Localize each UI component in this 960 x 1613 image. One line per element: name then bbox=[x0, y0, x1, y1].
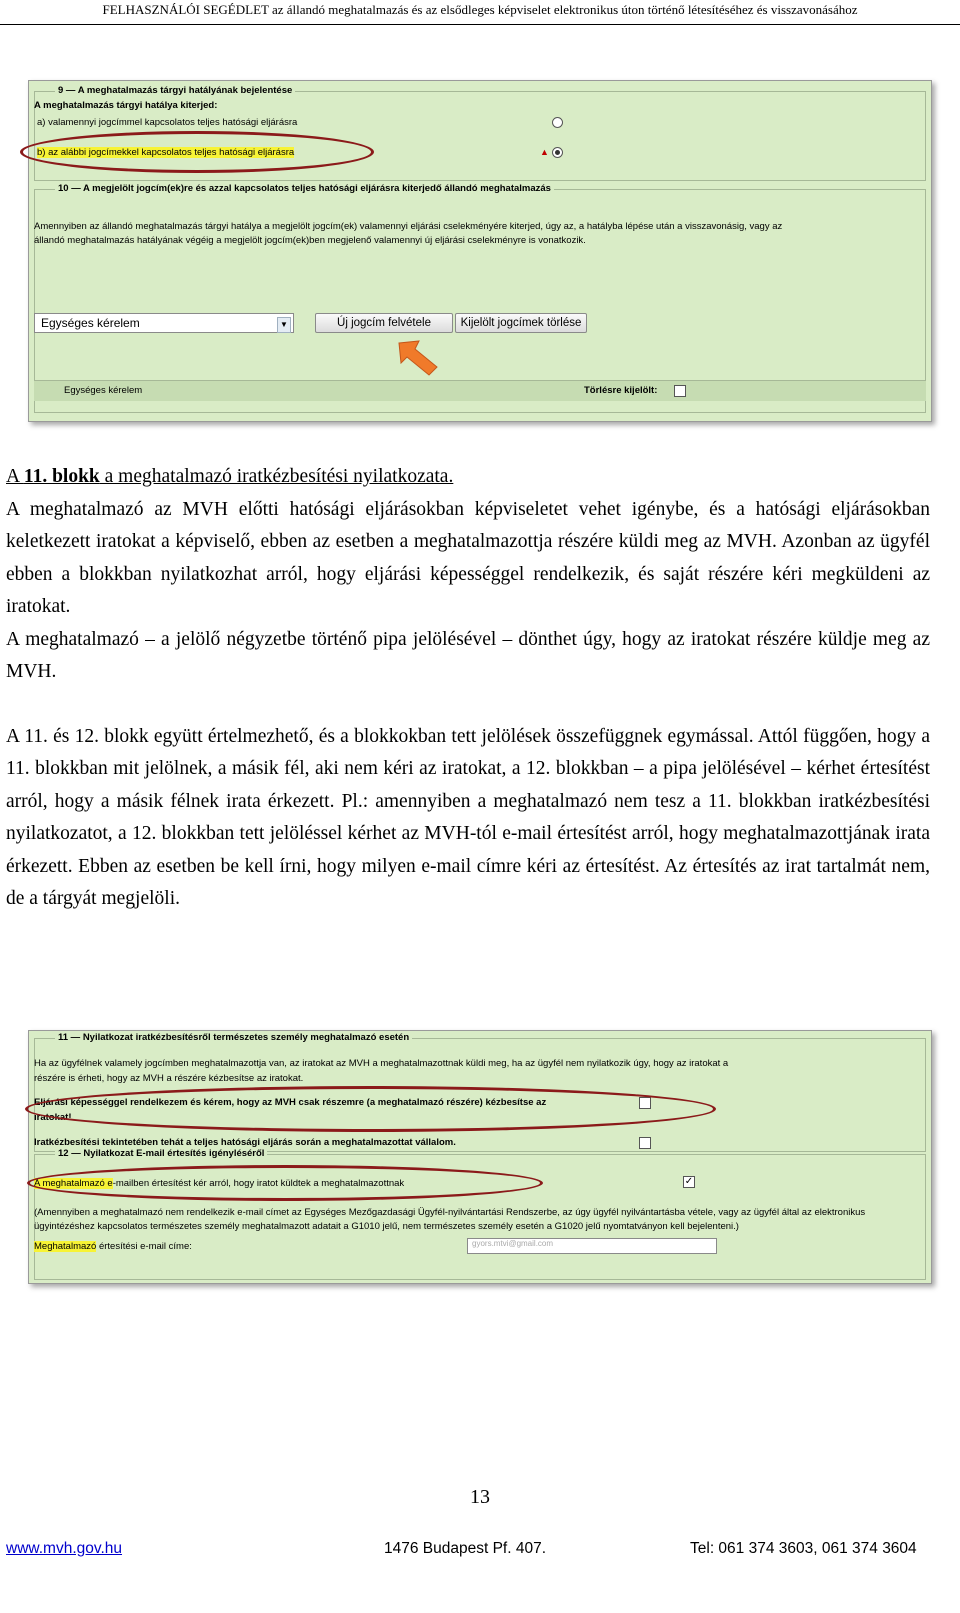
paragraph-1: A meghatalmazó az MVH előtti hatósági eljárásokban képviseletet vehet igénybe, és a hatósági eljárásokban keletkezett iratokat a képviselő, ebben az esetben a meghatalmazottja részére küldi meg az MVH. Azonban az ügyfél ebben a blokkban nyilatkozhat arról, hogy eljárási képességgel rendelkezik, és saját részére kéri megküldeni az iratokat. bbox=[6, 498, 930, 617]
paragraph-3: A 11. és 12. blokk együtt értelmezhető, és a blokkokban tett jelölések összefüggnek egymással. Attól függően, hogy a 11. blokkban mit jelölnek, a másik fél, aki nem kéri az iratokat, a 12. blokkban – a pipa jelölésével – kérhet értesítést arról, hogy a másik félnek irata érkezett. Pl.: amennyiben a meghatalmazó nem tesz a 11. blokkban iratkézbesítési nyilatkozatot, a 12. blokkban tett jelöléssel kérhet az MVH-tól e-mail értesítést arról, hogy meghatalmazottjának irata érkezett. Ebben az esetben be kell írni, hogy milyen e-mail címre kéri az értesítést. Az értesítés az irat tartalmát nem, de a tárgyát megjelöli. bbox=[6, 725, 930, 909]
block-12-legend: 12 — Nyilatkozat E-mail értesítés igényléséről bbox=[55, 1148, 267, 1159]
delete-mark-label: Törlésre kijelölt: bbox=[584, 385, 658, 396]
section-title: A 11. blokk a meghatalmazó iratkézbesítési nyilatkozata. bbox=[6, 466, 454, 487]
delete-selected-button[interactable]: Kijelölt jogcímek törlése bbox=[455, 313, 587, 333]
option-b-radio[interactable] bbox=[552, 147, 563, 158]
block-11-legend: 11 — Nyilatkozat iratkézbesítésről természetes személy meghatalmazó esetén bbox=[55, 1032, 412, 1043]
pointer-arrow-icon bbox=[397, 337, 441, 377]
block-11-option-1-cont: iratokat! bbox=[34, 1112, 72, 1123]
add-jogcim-button[interactable]: Új jogcím felvétele bbox=[315, 313, 453, 333]
block-12-text-1: (Amennyiben a meghatalmazó nem rendelkezik e-mail címet az Egységes Mezőgazdasági Ügyfél-nyilvántartási Rendszerbe, az úgy ügyfél nyilvántartásba vétele, vagy az ügyfél által az elektronikus bbox=[34, 1207, 866, 1218]
delete-mark-checkbox[interactable] bbox=[674, 385, 686, 397]
block-12-text-2: ügyintézéshez kapcsolatos természetes személy meghatalmazott adatait a G1010 jelű, nem természetes személy esetén a G1020 jelű nyomtatványon kell bejelenteni.) bbox=[34, 1221, 739, 1232]
block-11-option-2: Iratkézbesítési tekintetében tehát a teljes hatósági eljárás során a meghatalmazottat vállalom. bbox=[34, 1137, 456, 1148]
email-input[interactable]: gyors.mtvi@gmail.com bbox=[467, 1238, 717, 1254]
footer-address: 1476 Budapest Pf. 407. bbox=[384, 1540, 547, 1557]
own-delivery-checkbox[interactable] bbox=[639, 1097, 651, 1109]
block-9-legend: 9 — A meghatalmazás tárgyi hatályának bejelentése bbox=[55, 85, 295, 96]
page-number: 13 bbox=[470, 1486, 490, 1508]
jogcim-row-label: Egységes kérelem bbox=[64, 385, 143, 396]
block-10-legend: 10 — A megjelölt jogcím(ek)re és azzal kapcsolatos teljes hatósági eljárásra kiterjedő állandó meghatalmazás bbox=[55, 183, 554, 194]
paragraph-2: A meghatalmazó – a jelölő négyzetbe történő pipa jelölésével – dönthet úgy, hogy az iratokat részére küldje meg az MVH. bbox=[6, 628, 930, 682]
option-a-radio[interactable] bbox=[552, 117, 563, 128]
header-rule bbox=[0, 24, 960, 25]
screenshot-block-11-12 bbox=[28, 1030, 932, 1284]
running-header: FELHASZNÁLÓI SEGÉDLET az állandó meghatalmazás és az elsődleges képviselet elektronikus úton történő létesítéséhez és visszavonásához bbox=[102, 2, 858, 17]
block-11-text-2: részére is érheti, hogy az MVH a részére kézbesítse az iratokat. bbox=[34, 1073, 304, 1084]
block-9-heading: A meghatalmazás tárgyi hatálya kiterjed: bbox=[34, 100, 218, 111]
footer-phone: Tel: 061 374 3603, 061 374 3604 bbox=[690, 1540, 917, 1557]
footer-url[interactable]: www.mvh.gov.hu bbox=[6, 1540, 123, 1557]
block-11-option-1: Eljárási képességgel rendelkezem és kérem, hogy az MVH csak részemre (a meghatalmazó részére) kézbesítse az bbox=[34, 1097, 547, 1108]
block-10-text-1: Amennyiben az állandó meghatalmazás tárgyi hatálya a megjelölt jogcím(ek) valamennyi eljárási cselekményére kiterjed, úgy az, a hatályba lépése után a visszavonásig, vagy az bbox=[34, 221, 783, 232]
option-b-label: b) az alábbi jogcímekkel kapcsolatos teljes hatósági eljárásra bbox=[37, 147, 295, 158]
block-10-text-2: állandó meghatalmazás hatályának végéig a megjelölt jogcím(ek)ben megjelenő valamennyi új eljárási cselekményre is vonatkozik. bbox=[34, 235, 586, 246]
jogcim-select-value: Egységes kérelem bbox=[41, 316, 140, 330]
email-notify-checkbox[interactable]: ✓ bbox=[684, 1176, 694, 1187]
email-label: Meghatalmazó értesítési e-mail címe: bbox=[34, 1241, 192, 1252]
block-11-text-1: Ha az ügyfélnek valamely jogcímben meghatalmazottja van, az iratokat az MVH a meghatalmazottnak küldi meg, ha az ügyfél nem nyilatkozik úgy, hogy az iratokat a bbox=[34, 1058, 729, 1069]
block-11-fieldset bbox=[34, 1038, 926, 1152]
body-text bbox=[6, 461, 930, 916]
chevron-down-icon: ▼ bbox=[277, 317, 291, 333]
option-a-label: a) valamennyi jogcímmel kapcsolatos teljes hatósági eljárásra bbox=[37, 117, 298, 128]
required-marker-icon: ▲ bbox=[540, 147, 549, 157]
delivery-declaration-checkbox[interactable] bbox=[639, 1137, 651, 1149]
screenshot-block-9-10 bbox=[28, 80, 932, 422]
block-12-option: A meghatalmazó e-mailben értesítést kér arról, hogy iratot küldtek a meghatalmazottnak bbox=[34, 1178, 405, 1189]
jogcim-select[interactable] bbox=[34, 313, 294, 333]
jogcim-row bbox=[34, 380, 926, 401]
